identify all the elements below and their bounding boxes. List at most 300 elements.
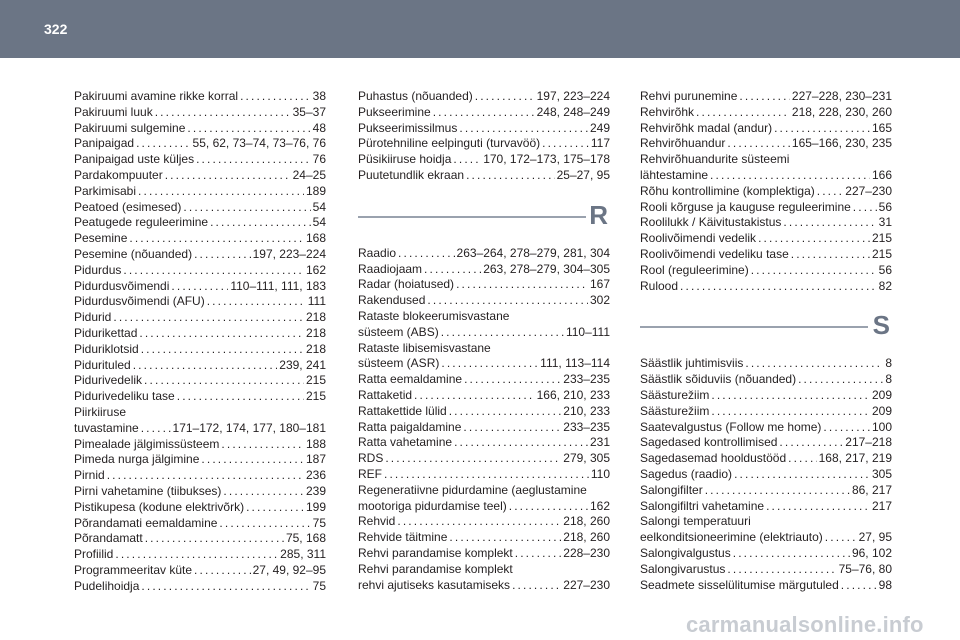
page-references[interactable]: 86, 217	[851, 482, 892, 497]
page-references[interactable]: 239, 241	[279, 357, 326, 372]
index-entry[interactable]	[640, 121, 892, 137]
index-entry[interactable]	[358, 483, 610, 499]
dot-leader	[798, 372, 883, 388]
index-entry[interactable]	[74, 168, 326, 184]
dot-leader	[788, 451, 816, 467]
page-references[interactable]: 166	[871, 167, 892, 182]
dot-leader	[138, 184, 304, 200]
index-term: Pidurivedelik	[74, 373, 143, 388]
index-entry[interactable]	[74, 531, 326, 547]
index-term: Rehvirõhk madal (andur)	[640, 120, 773, 135]
index-entry[interactable]	[358, 546, 610, 562]
index-term: Salongi temperatuuri	[640, 514, 751, 529]
dot-leader	[240, 89, 311, 105]
dot-leader	[207, 294, 306, 310]
dot-leader	[194, 563, 251, 579]
dot-leader	[542, 136, 589, 152]
page-references[interactable]: 189	[305, 183, 326, 198]
page-references[interactable]: 24–25	[292, 167, 326, 182]
page-references[interactable]: 27, 49, 92–95	[252, 562, 326, 577]
index-term: Rehvide täitmine	[358, 530, 448, 545]
index-entry[interactable]	[74, 547, 326, 563]
index-term: Sagedus (raadio)	[640, 466, 733, 481]
index-term: Pudelihoidja	[74, 578, 140, 593]
index-term: Panipaigad uste küljes	[74, 152, 195, 167]
dot-leader	[441, 325, 564, 341]
dot-leader	[115, 547, 278, 563]
index-term: Pidurivedeliku tase	[74, 389, 175, 404]
index-term: süsteem (ABS)	[358, 324, 439, 339]
dot-leader	[459, 121, 588, 137]
page-references[interactable]: 31	[878, 215, 892, 230]
index-entry[interactable]	[74, 263, 326, 279]
index-term: Rehvi parandamise komplekt	[358, 561, 513, 576]
page-references[interactable]: 231	[589, 435, 610, 450]
index-term: Pürotehniline eelpinguti (turvavöö)	[358, 136, 541, 151]
index-entry[interactable]	[640, 279, 892, 295]
page-references[interactable]: 98	[878, 577, 892, 592]
index-term: Pidurdus	[74, 262, 122, 277]
index-term: RDS	[358, 451, 384, 466]
page-references[interactable]: 100	[871, 419, 892, 434]
index-entry[interactable]	[358, 388, 610, 404]
index-entry[interactable]	[74, 484, 326, 500]
dot-leader	[141, 421, 171, 437]
page-references[interactable]: 285, 311	[280, 547, 326, 562]
index-entry[interactable]	[640, 200, 892, 216]
index-term: Rataste libisemisvastane	[358, 340, 491, 355]
index-term: Rataste blokeerumisvastane	[358, 308, 510, 323]
index-entry[interactable]	[358, 356, 610, 372]
index-entry[interactable]	[74, 563, 326, 579]
page-references[interactable]: 187	[305, 452, 326, 467]
dot-leader	[456, 277, 588, 293]
index-term: Rattakettide lülid	[358, 403, 447, 418]
dot-leader	[463, 420, 561, 436]
page-references[interactable]: 56	[878, 262, 892, 277]
page-references[interactable]: 239	[305, 483, 326, 498]
index-entry[interactable]	[640, 514, 892, 530]
page-references[interactable]: 110	[590, 466, 610, 481]
dot-leader	[133, 358, 278, 374]
page-references[interactable]: 110–111, 111, 183	[230, 278, 326, 293]
page-references[interactable]: 25–27, 95	[556, 167, 610, 182]
dot-leader	[183, 200, 310, 216]
index-entry[interactable]	[358, 451, 610, 467]
page-references[interactable]: 263, 278–279, 304–305	[483, 261, 610, 276]
index-entry[interactable]	[358, 562, 610, 578]
page-references[interactable]: 227–230	[563, 577, 610, 592]
page-references[interactable]: 218, 260	[563, 514, 610, 529]
index-term: Roolivõimendi vedeliku tase	[640, 246, 789, 261]
page-references[interactable]: 217–218	[845, 435, 892, 450]
page-references[interactable]: 96, 102	[851, 545, 892, 560]
index-term: Pardakompuuter	[74, 167, 163, 182]
page-references[interactable]: 75	[312, 515, 326, 530]
index-column-1	[74, 89, 326, 595]
page-references[interactable]: 233–235	[563, 372, 610, 387]
page-references[interactable]: 215	[871, 246, 892, 261]
page-references[interactable]: 305	[871, 466, 892, 481]
dot-leader	[825, 530, 857, 546]
index-term: Sagedasemad hooldustööd	[640, 451, 787, 466]
page-references[interactable]: 227–230	[845, 183, 892, 198]
index-term: Põrandamatt	[74, 531, 143, 546]
dot-leader	[791, 247, 870, 263]
dot-leader	[397, 514, 561, 530]
page-references[interactable]: 188	[305, 436, 326, 451]
index-term: Salongivalgustus	[640, 545, 731, 560]
index-entry[interactable]	[74, 516, 326, 532]
page-references[interactable]: 215	[305, 389, 326, 404]
index-term: mootoriga pidurdamise teel)	[358, 498, 507, 513]
index-entry[interactable]	[74, 184, 326, 200]
dot-leader	[710, 168, 870, 184]
dot-leader	[385, 451, 561, 467]
index-column-3	[640, 89, 892, 593]
page-references[interactable]: 75–76, 80	[838, 561, 892, 576]
index-term: Peatoed (esimesed)	[74, 199, 182, 214]
page-references[interactable]: 48	[312, 120, 326, 135]
dot-leader	[680, 279, 877, 295]
page-references[interactable]: 166, 210, 233	[536, 387, 610, 402]
index-entry[interactable]	[74, 421, 326, 437]
page-references[interactable]: 75, 168	[285, 531, 326, 546]
index-entry[interactable]	[358, 89, 610, 105]
section-divider	[640, 326, 868, 328]
index-term: Pesemine (nõuanded)	[74, 246, 193, 261]
index-entry[interactable]	[358, 293, 610, 309]
dot-leader	[509, 499, 588, 515]
index-entry[interactable]	[74, 358, 326, 374]
dot-leader	[512, 578, 561, 594]
page-references[interactable]: 218	[305, 325, 326, 340]
index-term: Ratta paigaldamine	[358, 419, 462, 434]
dot-leader	[201, 452, 304, 468]
page-references[interactable]: 27, 95	[858, 530, 892, 545]
page-references[interactable]: 248, 248–249	[536, 104, 610, 119]
page-references[interactable]: 55, 62, 73–74, 73–76, 76	[192, 136, 326, 151]
page-references[interactable]: 35–37	[292, 104, 326, 119]
page-references[interactable]: 170, 172–173, 175–178	[483, 152, 610, 167]
index-entry[interactable]	[358, 372, 610, 388]
index-term: Salongifiltri vahetamine	[640, 498, 765, 513]
index-term: Säästurežiim	[640, 387, 710, 402]
index-entry[interactable]	[74, 136, 326, 152]
page-references[interactable]: 76	[312, 152, 326, 167]
page-references[interactable]: 218	[305, 310, 326, 325]
index-entry[interactable]	[640, 247, 892, 263]
index-entry[interactable]	[74, 121, 326, 137]
page-references[interactable]: 75	[312, 578, 326, 593]
dot-leader	[129, 231, 304, 247]
index-term: Pidurdusvõimendi	[74, 278, 170, 293]
index-entry[interactable]	[74, 468, 326, 484]
page-references[interactable]: 227–228, 230–231	[791, 89, 892, 103]
index-entry[interactable]	[74, 310, 326, 326]
dot-leader	[449, 404, 562, 420]
index-entry[interactable]	[640, 451, 892, 467]
index-entry[interactable]	[358, 105, 610, 121]
page-references[interactable]: 56	[878, 199, 892, 214]
page-references[interactable]: 218, 228, 230, 260	[791, 104, 892, 119]
page-references[interactable]: 168, 217, 219	[818, 451, 892, 466]
index-entry[interactable]	[74, 200, 326, 216]
index-entry[interactable]	[358, 578, 610, 594]
index-entry[interactable]	[74, 231, 326, 247]
page-references[interactable]: 197, 223–224	[252, 246, 326, 261]
index-entry[interactable]	[640, 388, 892, 404]
dot-leader	[398, 246, 454, 262]
index-term: Panipaigad	[74, 136, 135, 151]
dot-leader	[515, 546, 562, 562]
dot-leader	[194, 247, 251, 263]
index-entry[interactable]	[640, 546, 892, 562]
page-references[interactable]: 162	[305, 262, 326, 277]
index-entry[interactable]	[358, 420, 610, 436]
index-entry[interactable]	[74, 389, 326, 405]
page-references[interactable]: 199	[305, 499, 326, 514]
page-references[interactable]: 215	[305, 373, 326, 388]
dot-leader	[136, 136, 190, 152]
index-term: Profiilid	[74, 547, 114, 562]
index-entry[interactable]	[640, 184, 892, 200]
dot-leader	[745, 356, 883, 372]
page-references[interactable]: 54	[312, 215, 326, 230]
index-entry[interactable]	[640, 152, 892, 168]
dot-leader	[466, 168, 555, 184]
section-letter: S	[872, 310, 890, 341]
index-entry[interactable]	[358, 467, 610, 483]
dot-leader	[141, 342, 304, 358]
page-references[interactable]: 302	[589, 293, 610, 308]
dot-leader	[171, 279, 228, 295]
dot-leader	[783, 215, 876, 231]
page-references[interactable]: 218, 260	[563, 530, 610, 545]
dot-leader	[414, 388, 535, 404]
index-entry[interactable]	[640, 420, 892, 436]
dot-leader	[177, 389, 304, 405]
index-entry[interactable]	[74, 89, 326, 105]
dot-leader	[739, 89, 790, 105]
index-term: Pistikupesa (kodune elektrivõrk)	[74, 499, 245, 514]
index-entry[interactable]	[74, 500, 326, 516]
index-term: tuvastamine	[74, 420, 139, 435]
dot-leader	[733, 546, 850, 562]
index-term: Pidurituled	[74, 357, 131, 372]
section-divider	[358, 216, 586, 218]
page-references[interactable]: 54	[312, 199, 326, 214]
index-entry[interactable]	[74, 452, 326, 468]
index-entry[interactable]	[358, 404, 610, 420]
dot-leader	[433, 105, 535, 121]
index-term: Rehvi purunemine	[640, 89, 738, 103]
index-term: Rehvi parandamise komplekt	[358, 545, 513, 560]
index-term: lähtestamine	[640, 167, 709, 182]
index-entry[interactable]	[358, 341, 610, 357]
index-entry[interactable]	[74, 342, 326, 358]
index-entry[interactable]	[74, 405, 326, 421]
index-entry[interactable]	[74, 294, 326, 310]
dot-leader	[145, 531, 284, 547]
page-references[interactable]: 111	[307, 294, 326, 309]
index-term: Põrandamati eemaldamine	[74, 515, 218, 530]
index-term: Pidurikettad	[74, 325, 138, 340]
index-entry[interactable]	[358, 435, 610, 451]
page-references[interactable]: 167	[589, 277, 610, 292]
page-references[interactable]: 217	[871, 498, 892, 513]
index-entry[interactable]	[640, 578, 892, 594]
dot-leader	[734, 467, 870, 483]
index-entry[interactable]	[640, 356, 892, 372]
page-references[interactable]: 249	[589, 120, 610, 135]
page-references[interactable]: 110–111	[565, 324, 610, 339]
index-entry[interactable]	[74, 152, 326, 168]
index-entry[interactable]	[640, 483, 892, 499]
index-entry[interactable]	[358, 325, 610, 341]
index-entry[interactable]	[358, 246, 610, 262]
dot-leader	[758, 231, 870, 247]
index-term: Sagedased kontrollimised	[640, 435, 778, 450]
index-entry[interactable]	[640, 499, 892, 515]
dot-leader	[823, 420, 870, 436]
dot-leader	[187, 121, 310, 137]
index-entry[interactable]	[358, 499, 610, 515]
dot-leader	[107, 468, 304, 484]
index-entry[interactable]	[640, 435, 892, 451]
index-term: Rakendused	[358, 293, 426, 308]
index-term: Pakiruumi avamine rikke korral	[74, 89, 239, 103]
page-references[interactable]: 162	[589, 498, 610, 513]
index-entry[interactable]	[358, 152, 610, 168]
index-entry[interactable]	[640, 263, 892, 279]
index-entry[interactable]	[640, 467, 892, 483]
page-header-bar	[0, 0, 960, 58]
page-references[interactable]: 218	[305, 341, 326, 356]
index-term: Piirkiiruse	[74, 404, 127, 419]
index-entry[interactable]	[358, 514, 610, 530]
section-header	[358, 186, 610, 246]
page-references[interactable]: 117	[590, 136, 610, 151]
index-entry[interactable]	[74, 326, 326, 342]
index-term: Radar (hoiatused)	[358, 277, 455, 292]
page-references[interactable]: 111, 113–114	[540, 356, 610, 371]
page-references[interactable]: 82	[878, 278, 892, 293]
page-references[interactable]: 233–235	[563, 419, 610, 434]
index-entry[interactable]	[358, 168, 610, 184]
index-entry[interactable]	[640, 136, 892, 152]
page-references[interactable]: 215	[871, 231, 892, 246]
page-references[interactable]: 168	[305, 231, 326, 246]
index-entry[interactable]	[640, 530, 892, 546]
index-entry[interactable]	[74, 215, 326, 231]
index-entry[interactable]	[74, 247, 326, 263]
index-term: Ratta vahetamine	[358, 435, 453, 450]
dot-leader	[221, 437, 304, 453]
index-entry[interactable]	[640, 562, 892, 578]
index-term: Rulood	[640, 278, 679, 293]
index-entry[interactable]	[74, 579, 326, 595]
index-entry[interactable]	[640, 89, 892, 105]
index-term: Pidurid	[74, 310, 112, 325]
dot-leader	[705, 483, 850, 499]
index-term: Peatugede reguleerimine	[74, 215, 209, 230]
index-entry[interactable]	[358, 262, 610, 278]
page-references[interactable]: 236	[305, 468, 326, 483]
index-entry[interactable]	[640, 168, 892, 184]
dot-leader	[155, 105, 291, 121]
section-letter: R	[589, 199, 608, 230]
section-header	[640, 296, 892, 356]
page-references[interactable]: 279, 305	[563, 451, 610, 466]
page-references[interactable]: 165	[871, 120, 892, 135]
index-entry[interactable]	[640, 215, 892, 231]
dot-leader	[441, 356, 538, 372]
index-entry[interactable]	[640, 404, 892, 420]
index-entry[interactable]	[358, 309, 610, 325]
page-references[interactable]: 263–264, 278–279, 281, 304	[456, 245, 610, 260]
index-entry[interactable]	[640, 231, 892, 247]
page-references[interactable]: 165–166, 230, 235	[791, 136, 892, 151]
index-entry[interactable]	[358, 277, 610, 293]
dot-leader	[449, 530, 561, 546]
page-references[interactable]: 8	[885, 372, 892, 387]
dot-leader	[141, 579, 310, 595]
index-entry[interactable]	[640, 372, 892, 388]
index-term: REF	[358, 466, 382, 481]
page-references[interactable]: 38	[312, 89, 326, 103]
index-entry[interactable]	[74, 105, 326, 121]
page-references[interactable]: 228–230	[563, 545, 610, 560]
dot-leader	[139, 326, 304, 342]
index-term: Rehvirõhuandur	[640, 136, 726, 151]
dot-leader	[196, 152, 311, 168]
index-term: Pirni vahetamine (tiibukses)	[74, 483, 222, 498]
dot-leader	[113, 310, 304, 326]
page-references[interactable]: 209	[871, 387, 892, 402]
page-references[interactable]: 209	[871, 403, 892, 418]
dot-leader	[165, 168, 291, 184]
dot-leader	[453, 152, 481, 168]
dot-leader	[817, 184, 844, 200]
index-term: süsteem (ASR)	[358, 356, 440, 371]
page-references[interactable]: 171–172, 174, 177, 180–181	[172, 420, 326, 435]
dot-leader	[424, 262, 481, 278]
index-entry[interactable]	[640, 105, 892, 121]
page-references[interactable]: 197, 223–224	[536, 89, 610, 103]
index-term: Säästlik sõiduviis (nõuanded)	[640, 372, 797, 387]
index-entry[interactable]	[74, 373, 326, 389]
index-entry[interactable]	[358, 136, 610, 152]
index-term: Puhastus (nõuanded)	[358, 89, 473, 103]
index-term: Püsikiiruse hoidja	[358, 152, 452, 167]
page-references[interactable]: 8	[885, 356, 892, 371]
index-term: Roolivõimendi vedelik	[640, 231, 757, 246]
dot-leader	[454, 435, 588, 451]
dot-leader	[223, 484, 304, 500]
index-term: Raadiojaam	[358, 261, 423, 276]
page-references[interactable]: 210, 233	[563, 403, 610, 418]
index-term: Programmeeritav küte	[74, 562, 193, 577]
index-entry[interactable]	[74, 437, 326, 453]
dot-leader	[766, 499, 870, 515]
index-entry[interactable]	[358, 530, 610, 546]
dot-leader	[384, 467, 589, 483]
dot-leader	[219, 516, 310, 532]
index-entry[interactable]	[358, 121, 610, 137]
watermark: carmanualsonline.info	[686, 612, 924, 637]
index-entry[interactable]	[74, 279, 326, 295]
